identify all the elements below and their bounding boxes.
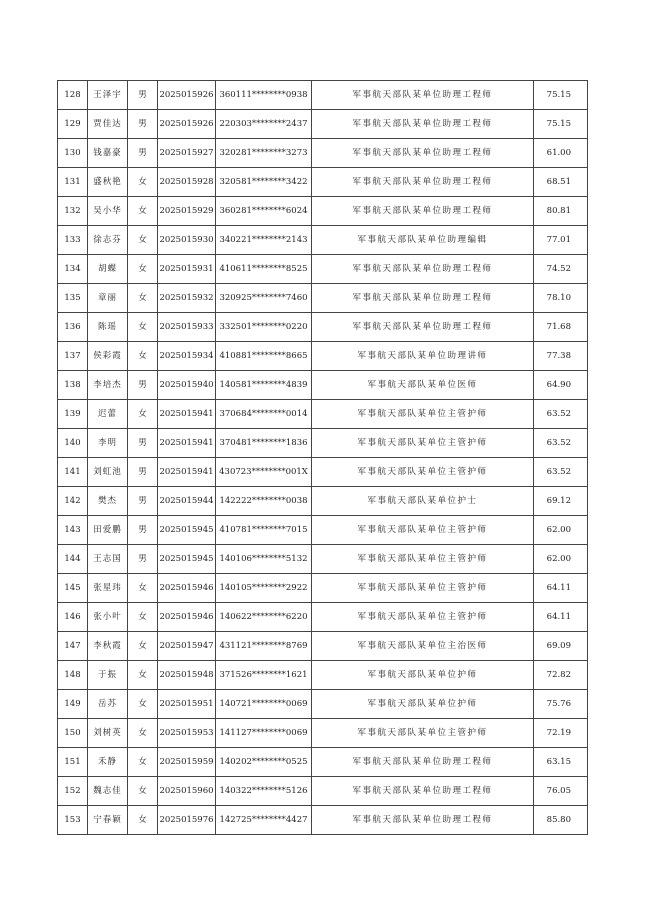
exam-id: 2025015960 (158, 777, 216, 806)
row-number: 152 (58, 777, 88, 806)
row-number: 145 (58, 574, 88, 603)
candidate-name: 刘虹池 (88, 458, 128, 487)
applied-position: 军事航天部队某单位助理工程师 (312, 197, 534, 226)
score: 77.38 (534, 342, 588, 371)
applied-position: 军事航天部队某单位主治医师 (312, 632, 534, 661)
exam-id: 2025015929 (158, 197, 216, 226)
exam-id: 2025015934 (158, 342, 216, 371)
row-number: 133 (58, 226, 88, 255)
candidate-name: 樊杰 (88, 487, 128, 516)
candidate-name: 李秋霞 (88, 632, 128, 661)
results-table (57, 80, 588, 835)
row-number: 151 (58, 748, 88, 777)
applied-position: 军事航天部队某单位助理工程师 (312, 748, 534, 777)
candidate-gender: 女 (128, 690, 158, 719)
candidate-name: 岳苏 (88, 690, 128, 719)
row-number: 129 (58, 110, 88, 139)
table-row (58, 487, 588, 516)
score: 63.52 (534, 458, 588, 487)
id-card-number: 140322********5126 (216, 777, 312, 806)
score: 63.15 (534, 748, 588, 777)
row-number: 143 (58, 516, 88, 545)
table-row (58, 429, 588, 458)
score: 77.01 (534, 226, 588, 255)
row-number: 137 (58, 342, 88, 371)
score: 63.52 (534, 429, 588, 458)
candidate-gender: 女 (128, 632, 158, 661)
id-card-number: 410611********8525 (216, 255, 312, 284)
row-number: 134 (58, 255, 88, 284)
applied-position: 军事航天部队某单位主管护师 (312, 719, 534, 748)
candidate-gender: 女 (128, 574, 158, 603)
candidate-gender: 男 (128, 516, 158, 545)
candidate-gender: 女 (128, 284, 158, 313)
row-number: 131 (58, 168, 88, 197)
exam-id: 2025015953 (158, 719, 216, 748)
id-card-number: 220303********2437 (216, 110, 312, 139)
score: 76.05 (534, 777, 588, 806)
row-number: 130 (58, 139, 88, 168)
score: 62.00 (534, 545, 588, 574)
candidate-name: 章丽 (88, 284, 128, 313)
applied-position: 军事航天部队某单位助理工程师 (312, 168, 534, 197)
score: 80.81 (534, 197, 588, 226)
candidate-gender: 女 (128, 400, 158, 429)
exam-id: 2025015930 (158, 226, 216, 255)
candidate-name: 陈瑶 (88, 313, 128, 342)
candidate-name: 李培杰 (88, 371, 128, 400)
table-row (58, 342, 588, 371)
exam-id: 2025015944 (158, 487, 216, 516)
table-row (58, 661, 588, 690)
applied-position: 军事航天部队某单位助理工程师 (312, 777, 534, 806)
row-number: 153 (58, 806, 88, 835)
candidate-gender: 男 (128, 458, 158, 487)
score: 69.09 (534, 632, 588, 661)
exam-id: 2025015946 (158, 574, 216, 603)
applied-position: 军事航天部队某单位助理工程师 (312, 284, 534, 313)
candidate-gender: 男 (128, 429, 158, 458)
id-card-number: 140721********0069 (216, 690, 312, 719)
applied-position: 军事航天部队某单位主管护师 (312, 545, 534, 574)
candidate-name: 吴小华 (88, 197, 128, 226)
score: 61.00 (534, 139, 588, 168)
row-number: 150 (58, 719, 88, 748)
applied-position: 军事航天部队某单位主管护师 (312, 574, 534, 603)
id-card-number: 142725********4427 (216, 806, 312, 835)
exam-id: 2025015926 (158, 81, 216, 110)
table-row (58, 574, 588, 603)
exam-id: 2025015940 (158, 371, 216, 400)
id-card-number: 340221********2143 (216, 226, 312, 255)
id-card-number: 410781********7015 (216, 516, 312, 545)
candidate-name: 贾佳达 (88, 110, 128, 139)
id-card-number: 140202********0525 (216, 748, 312, 777)
id-card-number: 332501********0220 (216, 313, 312, 342)
table-row (58, 777, 588, 806)
table-row (58, 197, 588, 226)
candidate-name: 禾静 (88, 748, 128, 777)
applied-position: 军事航天部队某单位护师 (312, 661, 534, 690)
table-row (58, 284, 588, 313)
table-row (58, 226, 588, 255)
exam-id: 2025015931 (158, 255, 216, 284)
table-row (58, 139, 588, 168)
candidate-name: 宁春颖 (88, 806, 128, 835)
row-number: 139 (58, 400, 88, 429)
exam-id: 2025015945 (158, 545, 216, 574)
id-card-number: 370684********0014 (216, 400, 312, 429)
score: 78.10 (534, 284, 588, 313)
applied-position: 军事航天部队某单位助理工程师 (312, 139, 534, 168)
exam-id: 2025015946 (158, 603, 216, 632)
applied-position: 军事航天部队某单位助理工程师 (312, 255, 534, 284)
id-card-number: 410881********8665 (216, 342, 312, 371)
row-number: 141 (58, 458, 88, 487)
row-number: 147 (58, 632, 88, 661)
table-row (58, 690, 588, 719)
candidate-gender: 女 (128, 197, 158, 226)
applied-position: 军事航天部队某单位主管护师 (312, 429, 534, 458)
exam-id: 2025015945 (158, 516, 216, 545)
applied-position: 军事航天部队某单位助理讲师 (312, 342, 534, 371)
applied-position: 军事航天部队某单位主管护师 (312, 516, 534, 545)
exam-id: 2025015941 (158, 458, 216, 487)
exam-id: 2025015926 (158, 110, 216, 139)
row-number: 149 (58, 690, 88, 719)
exam-id: 2025015948 (158, 661, 216, 690)
table-row (58, 545, 588, 574)
score: 72.19 (534, 719, 588, 748)
table-row (58, 168, 588, 197)
applied-position: 军事航天部队某单位护士 (312, 487, 534, 516)
candidate-name: 侯彩霞 (88, 342, 128, 371)
exam-id: 2025015928 (158, 168, 216, 197)
score: 72.82 (534, 661, 588, 690)
candidate-gender: 女 (128, 748, 158, 777)
table-row (58, 400, 588, 429)
score: 75.76 (534, 690, 588, 719)
applied-position: 军事航天部队某单位助理工程师 (312, 313, 534, 342)
candidate-gender: 女 (128, 806, 158, 835)
candidate-name: 钱嘉豪 (88, 139, 128, 168)
row-number: 140 (58, 429, 88, 458)
id-card-number: 140581********4839 (216, 371, 312, 400)
row-number: 138 (58, 371, 88, 400)
applied-position: 军事航天部队某单位助理工程师 (312, 110, 534, 139)
table-row (58, 632, 588, 661)
id-card-number: 142222********0038 (216, 487, 312, 516)
score: 74.52 (534, 255, 588, 284)
candidate-name: 盛秋艳 (88, 168, 128, 197)
row-number: 135 (58, 284, 88, 313)
table-row (58, 458, 588, 487)
row-number: 142 (58, 487, 88, 516)
exam-id: 2025015941 (158, 400, 216, 429)
table-row (58, 719, 588, 748)
exam-id: 2025015959 (158, 748, 216, 777)
score: 64.11 (534, 574, 588, 603)
row-number: 144 (58, 545, 88, 574)
table-row (58, 81, 588, 110)
candidate-name: 胡蝶 (88, 255, 128, 284)
id-card-number: 320281********3273 (216, 139, 312, 168)
exam-id: 2025015951 (158, 690, 216, 719)
candidate-gender: 女 (128, 313, 158, 342)
exam-id: 2025015947 (158, 632, 216, 661)
id-card-number: 320581********3422 (216, 168, 312, 197)
candidate-gender: 女 (128, 603, 158, 632)
candidate-name: 刘树英 (88, 719, 128, 748)
row-number: 128 (58, 81, 88, 110)
table-row (58, 516, 588, 545)
results-table-body (58, 81, 588, 835)
applied-position: 军事航天部队某单位主管护师 (312, 400, 534, 429)
candidate-name: 魏志佳 (88, 777, 128, 806)
score: 64.11 (534, 603, 588, 632)
candidate-gender: 女 (128, 661, 158, 690)
exam-id: 2025015932 (158, 284, 216, 313)
applied-position: 军事航天部队某单位主管护师 (312, 458, 534, 487)
score: 75.15 (534, 81, 588, 110)
candidate-gender: 男 (128, 371, 158, 400)
id-card-number: 370481********1836 (216, 429, 312, 458)
row-number: 148 (58, 661, 88, 690)
applied-position: 军事航天部队某单位助理工程师 (312, 806, 534, 835)
table-row (58, 748, 588, 777)
exam-id: 2025015976 (158, 806, 216, 835)
id-card-number: 140622********6220 (216, 603, 312, 632)
candidate-name: 张小叶 (88, 603, 128, 632)
candidate-name: 徐志芬 (88, 226, 128, 255)
score: 63.52 (534, 400, 588, 429)
candidate-name: 迟蕾 (88, 400, 128, 429)
candidate-gender: 女 (128, 719, 158, 748)
id-card-number: 140106********5132 (216, 545, 312, 574)
table-row (58, 255, 588, 284)
score: 71.68 (534, 313, 588, 342)
table-row (58, 110, 588, 139)
table-row (58, 371, 588, 400)
id-card-number: 431121********8769 (216, 632, 312, 661)
exam-id: 2025015933 (158, 313, 216, 342)
row-number: 132 (58, 197, 88, 226)
exam-id: 2025015927 (158, 139, 216, 168)
candidate-gender: 男 (128, 110, 158, 139)
exam-id: 2025015941 (158, 429, 216, 458)
id-card-number: 430723********001X (216, 458, 312, 487)
candidate-gender: 女 (128, 226, 158, 255)
candidate-name: 王志国 (88, 545, 128, 574)
applied-position: 军事航天部队某单位护师 (312, 690, 534, 719)
id-card-number: 140105********2922 (216, 574, 312, 603)
candidate-gender: 女 (128, 777, 158, 806)
score: 85.80 (534, 806, 588, 835)
candidate-gender: 男 (128, 545, 158, 574)
score: 75.15 (534, 110, 588, 139)
id-card-number: 320925********7460 (216, 284, 312, 313)
row-number: 146 (58, 603, 88, 632)
id-card-number: 360281********6024 (216, 197, 312, 226)
candidate-gender: 男 (128, 139, 158, 168)
row-number: 136 (58, 313, 88, 342)
candidate-gender: 女 (128, 342, 158, 371)
score: 64.90 (534, 371, 588, 400)
id-card-number: 360111********0938 (216, 81, 312, 110)
candidate-name: 王泽宇 (88, 81, 128, 110)
candidate-name: 田爱鹏 (88, 516, 128, 545)
applied-position: 军事航天部队某单位助理工程师 (312, 81, 534, 110)
candidate-name: 于振 (88, 661, 128, 690)
table-row (58, 806, 588, 835)
id-card-number: 371526********1621 (216, 661, 312, 690)
candidate-gender: 男 (128, 487, 158, 516)
candidate-gender: 女 (128, 255, 158, 284)
applied-position: 军事航天部队某单位医师 (312, 371, 534, 400)
id-card-number: 141127********0069 (216, 719, 312, 748)
candidate-gender: 女 (128, 168, 158, 197)
candidate-name: 李明 (88, 429, 128, 458)
score: 68.51 (534, 168, 588, 197)
score: 69.12 (534, 487, 588, 516)
applied-position: 军事航天部队某单位助理编辑 (312, 226, 534, 255)
candidate-gender: 男 (128, 81, 158, 110)
table-row (58, 313, 588, 342)
table-row (58, 603, 588, 632)
candidate-name: 张星玮 (88, 574, 128, 603)
score: 62.00 (534, 516, 588, 545)
applied-position: 军事航天部队某单位主管护师 (312, 603, 534, 632)
